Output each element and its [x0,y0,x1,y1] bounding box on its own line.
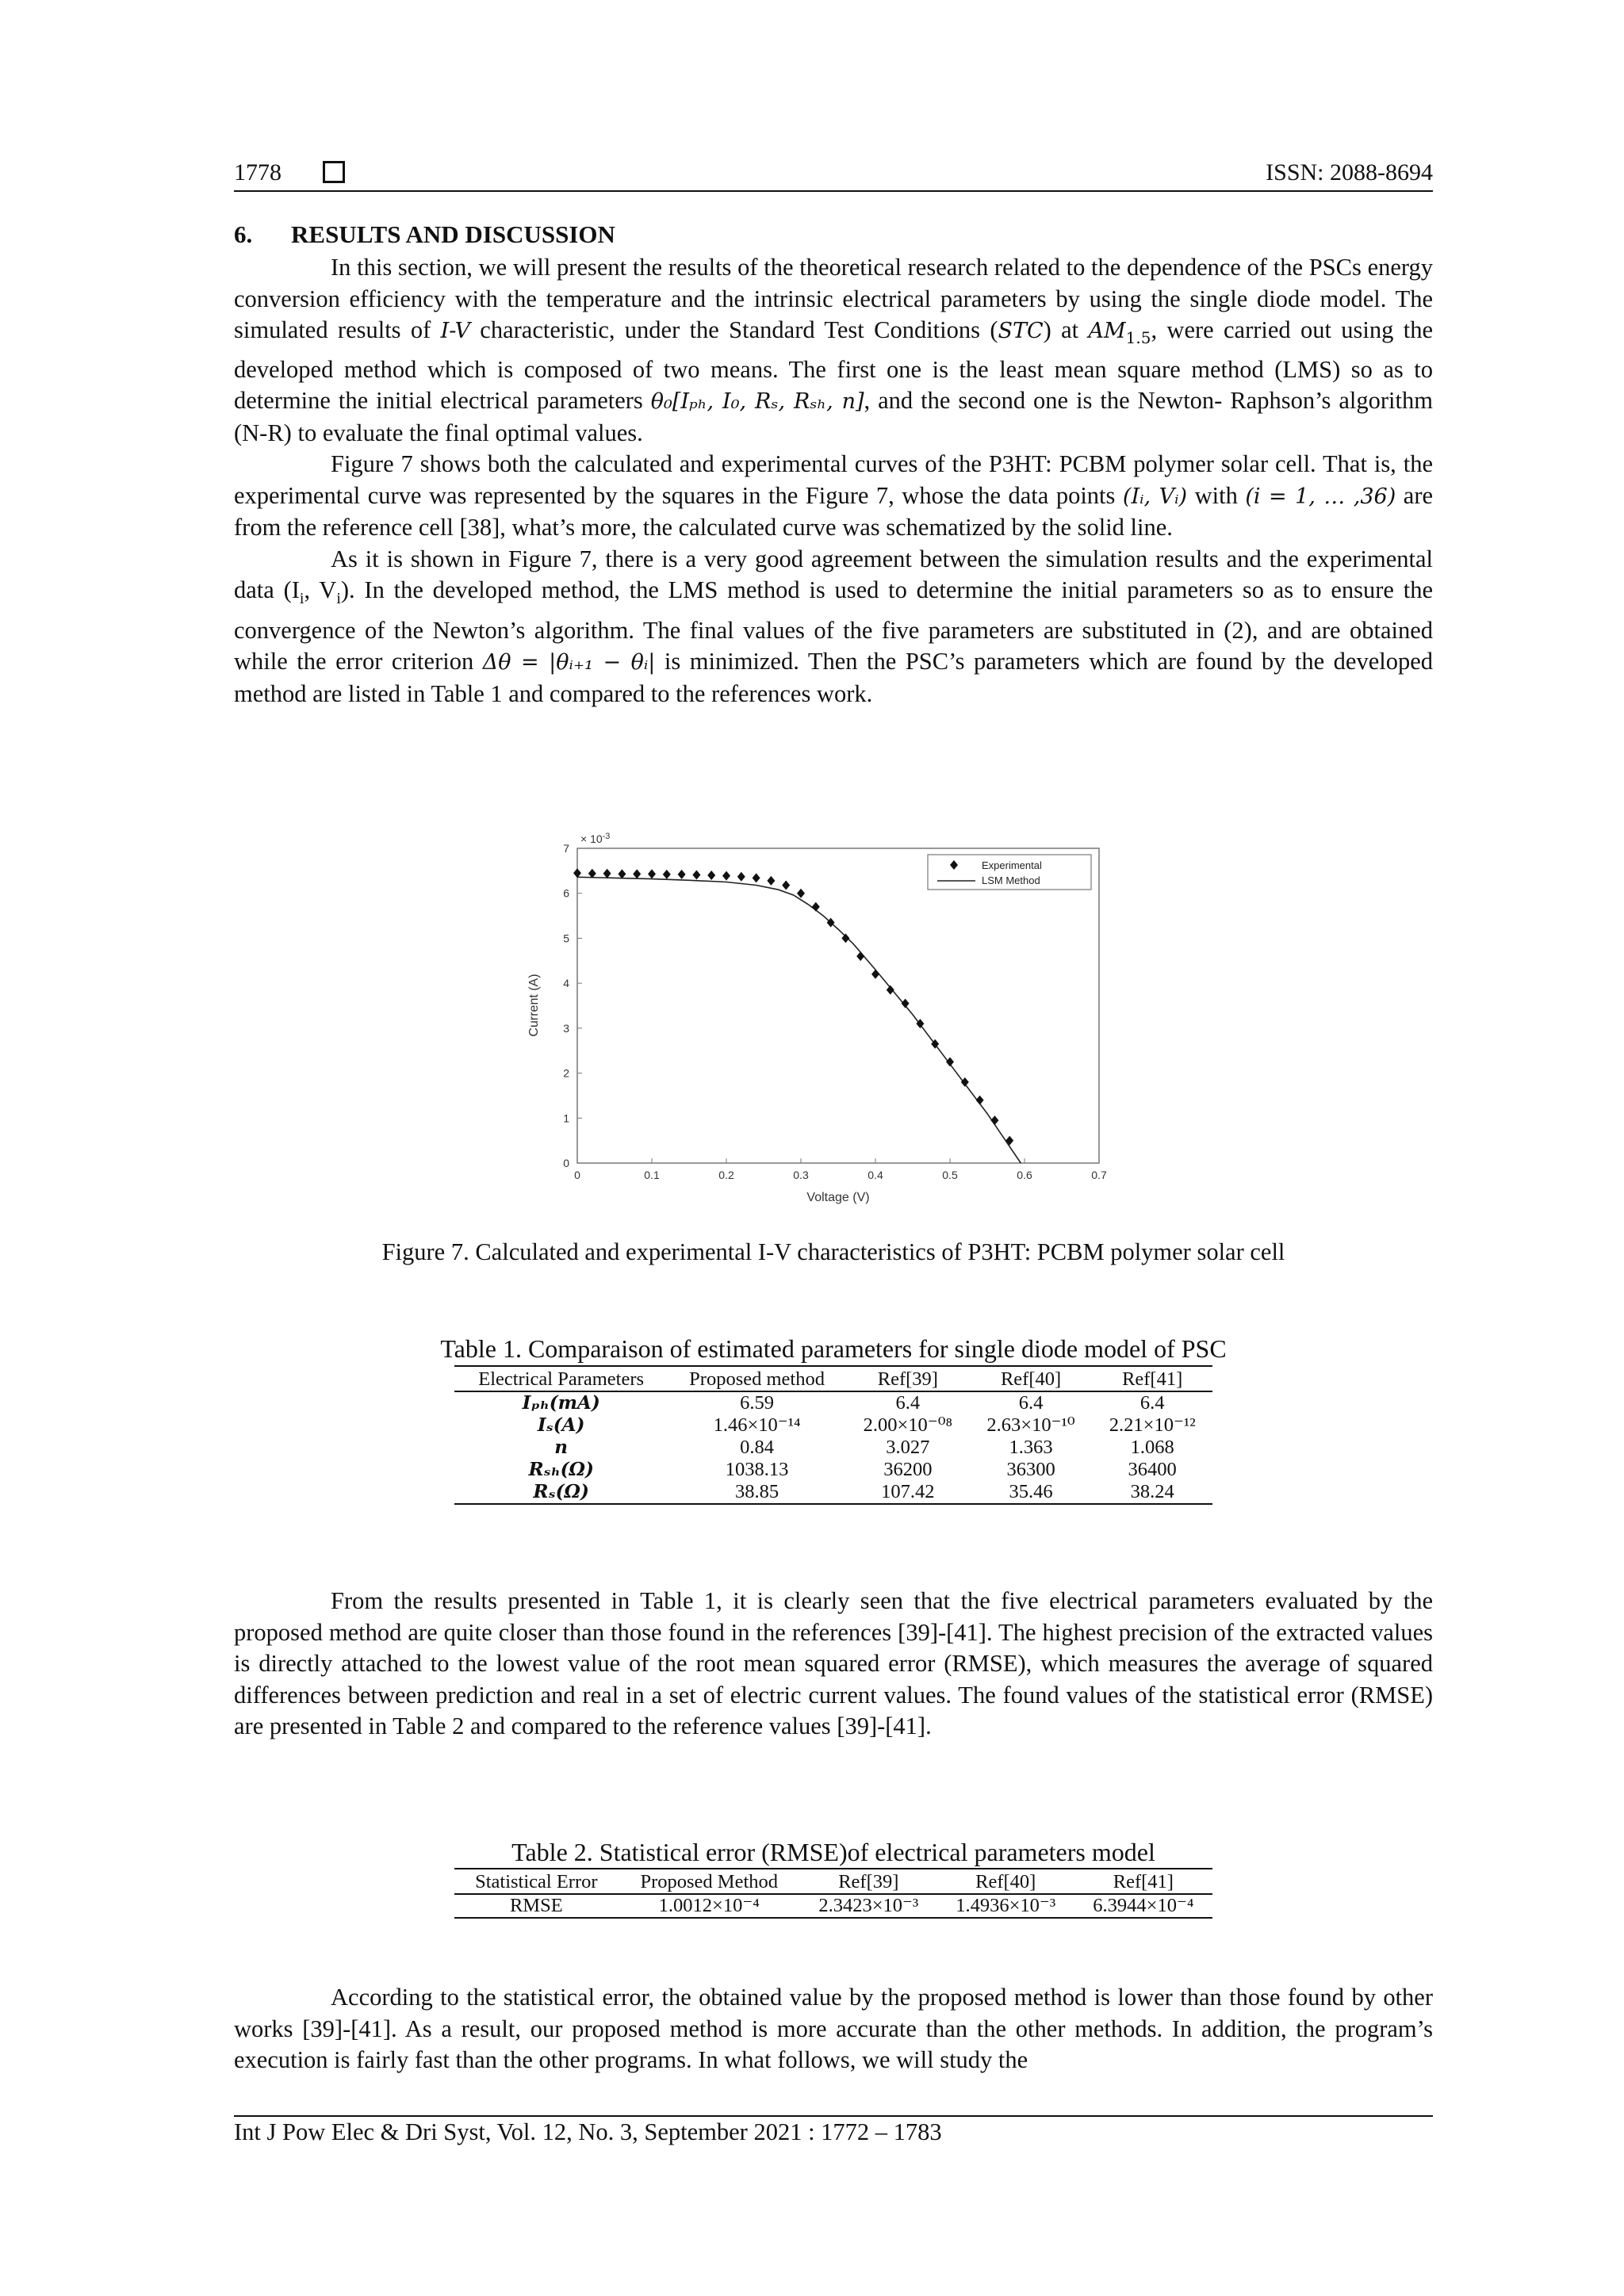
figure-caption: Figure 7. Calculated and experimental I-V characteristics of P3HT: PCBM polymer solar cell [381,1238,1285,1265]
table-cell: 38.24 [1092,1481,1212,1504]
table-cell: 6.3944×10⁻⁴ [1074,1894,1212,1918]
row-label: n [554,1437,569,1458]
table-header-cell: Ref[39] [846,1366,970,1391]
legend-experimental: Experimental [982,859,1042,871]
table-cell: 3.027 [886,1437,930,1458]
p3-text-d: is minimized. Then the PSC’s parameters which are found by the developed method are listed in Table 1 and compared to the references work. [234,648,1433,707]
table-row [454,1437,1212,1459]
p1-am: AM [1088,319,1126,343]
table-row [454,1481,1212,1504]
table-cell: 2.21×10⁻¹² [1109,1414,1196,1436]
body-text-top [234,252,1433,710]
p1-text-a: In this section, we will present the results of the theoretical research related to the dependence of the PSCs energy conversion efficiency with the temperature and the intrinsic electrical parameters by using the single diode model. The simulated results of [234,254,1433,343]
x-tick-label: 0.4 [868,1169,883,1181]
y-tick-label: 1 [563,1112,569,1125]
p3-text-a: As it is shown in Figure 7, there is a very good agreement between the simulation results and the experimental data (I [234,545,1433,604]
issn: ISSN: 2088-8694 [1266,159,1433,186]
table-header-cell: Proposed method [668,1366,846,1391]
x-tick-label: 0.2 [718,1169,734,1181]
table-header-cell: Ref[39] [800,1869,937,1894]
table-cell: 6.4 [895,1392,921,1414]
paragraph-4: From the results presented in Table 1, it is clearly seen that the five electrical parameters evaluated by the proposed method are quite closer than those found in the references [39]-[41]. The highest precision of the extracted values is directly attached to the lowest value of the root mean squared error (RMSE), which measures the average of squared differences between prediction and real in a set of electric current values. The found values of the statistical error (RMSE) are presented in Table 2 and compared to the reference values [39]-[41]. [234,1587,1433,1739]
table-header-cell: Proposed Method [619,1869,800,1894]
header-rule [234,190,1433,192]
table-cell: 1.46×10⁻¹⁴ [713,1414,801,1436]
paragraph-2 [234,449,1433,544]
y-tick-label: 5 [563,932,569,945]
table-cell: 38.85 [668,1481,846,1504]
table-row [454,1414,1212,1437]
table-cell: 1.363 [1009,1437,1053,1458]
table-cell: 1.0012×10⁻⁴ [619,1894,800,1918]
row-label: Rₛ(Ω) [454,1481,668,1504]
table-cell: 36200 [883,1459,933,1480]
table-cell: 36400 [1128,1459,1177,1480]
p1-stc: STC [998,319,1044,343]
table-cell: 6.4 [1139,1392,1165,1414]
figure-7-chart [523,828,1126,1217]
x-tick-label: 0.5 [942,1169,958,1181]
table-cell: 1.068 [1130,1437,1174,1458]
table-cell: 35.46 [970,1481,1093,1504]
table-cell: 0.84 [740,1437,775,1458]
y-multiplier: × $10^{-3}$ [580,832,611,845]
p1-theta: θ₀[Iₚₕ, I₀, Rₛ, Rₛₕ, n] [650,389,864,415]
table1-caption: Table 1. Comparaison of estimated parameters for single diode model of PSC [440,1334,1227,1363]
p2-range: (i = 1, … ,36) [1245,484,1396,509]
p2-text-c: are from the reference cell [38], what’s more, the calculated curve was schematized by the solid line. [234,481,1434,541]
page-footer: Int J Pow Elec & Dri Syst, Vol. 12, No. 3, September 2021 : 1772 – 1783 [234,2118,942,2145]
y-tick-label: 3 [563,1021,569,1035]
table2-caption: Table 2. Statistical error (RMSE)of electrical parameters model [511,1838,1155,1866]
p1-iv: I-V [440,319,470,343]
x-tick-label: 0.7 [1091,1169,1107,1181]
y-tick-label: 7 [563,842,569,855]
table1 [454,1365,1212,1505]
p1-text-b: characteristic, under the Standard Test Conditions ( [469,316,998,343]
section-title: RESULTS AND DISCUSSION [291,220,615,248]
table-header-row [454,1869,1212,1894]
p3-sub-i2: i [336,590,341,608]
paragraph-3 [234,544,1433,710]
table-cell: 2.63×10⁻¹⁰ [986,1414,1075,1436]
p1-text-d: , were carried out using the developed method which is composed of two means. The first one is the least mean square method (LMS) so as to determine the initial electrical parameters [234,316,1433,415]
page-number: 1778 [234,159,282,186]
table-cell: 36300 [1006,1459,1055,1480]
body-text-bottom [234,1982,1433,2076]
table-cell: 2.00×10⁻⁰⁸ [863,1414,953,1436]
x-tick-label: 0.3 [793,1169,809,1181]
table2 [454,1868,1212,1919]
table-cell: 6.4 [1018,1392,1044,1414]
legend-lsm: LSM Method [982,874,1040,886]
section-heading [234,220,615,249]
y-tick-label: 6 [563,886,569,900]
p1-text-e: , and the second one is the Newton- Raphson’s algorithm (N-R) to evaluate the final optimal values. [234,387,1433,446]
p3-delta: Δθ = |θᵢ₊₁ − θᵢ| [482,650,656,675]
section-number: 6. [234,220,253,248]
row-label: RMSE [454,1894,619,1918]
p3-text-b: , V [304,576,337,604]
table-row [454,1391,1212,1414]
y-tick-label: 4 [563,977,569,990]
body-text-middle [234,1586,1433,1743]
table-header-cell: Ref[41] [1092,1366,1212,1391]
y-axis-label: Current (A) [527,974,541,1037]
y-tick-label: 0 [563,1157,569,1169]
plot-frame [577,848,1099,1163]
table-header-row [454,1366,1212,1391]
table-header-cell: Ref[40] [937,1869,1074,1894]
paragraph-1 [234,252,1433,449]
footer-rule [234,2115,1433,2117]
p2-points: (Iᵢ, Vᵢ) [1122,484,1188,509]
table-cell: 1038.13 [725,1459,789,1480]
x-tick-label: 0 [574,1169,580,1181]
table-header-cell: Ref[41] [1074,1869,1212,1894]
table-cell: 2.3423×10⁻³ [800,1894,937,1918]
row-label: Rₛₕ(Ω) [528,1459,594,1480]
table-header-cell: Electrical Parameters [454,1366,668,1391]
row-label: Iₛ(A) [537,1414,585,1436]
square-icon [323,161,345,183]
x-tick-label: 0.6 [1017,1169,1032,1181]
row-label: Iₚₕ(mA) [522,1392,600,1414]
paragraph-5: According to the statistical error, the obtained value by the proposed method is lower than those found by other works [39]-[41]. As a result, our proposed method is more accurate than the other methods. In addition, the program’s execution is fairly fast than the other programs. In what follows, we will study the [234,1984,1433,2073]
y-tick-label: 2 [563,1066,569,1080]
table-cell: 107.42 [846,1481,970,1504]
x-tick-label: 0.1 [644,1169,660,1181]
table-row [454,1894,1212,1918]
p3-sub-i: i [299,590,304,608]
table-cell: 1.4936×10⁻³ [937,1894,1074,1918]
table-cell: 6.59 [740,1392,775,1414]
x-axis-label: Voltage (V) [806,1191,870,1204]
page-header [234,153,1433,191]
p3-text-c: ). In the developed method, the LMS method is used to determine the initial parameters so as to ensure the convergence of the Newton’s algorithm. The final values of the five parameters are substituted in (2), and are obtained while the error criterion [234,576,1433,675]
table-row [454,1459,1212,1481]
p2-text-b: with [1187,481,1246,509]
p1-text-c: ) at [1043,316,1089,343]
legend [928,855,1091,890]
p2-text-a: Figure 7 shows both the calculated and experimental curves of the P3HT: PCBM polymer solar cell. That is, the experimental curve was represented by the squares in the Figure 7, whose the data points [234,450,1433,509]
p1-am-sub: 1.5 [1125,328,1151,348]
table-header-cell: Ref[40] [970,1366,1093,1391]
table-header-cell: Statistical Error [454,1869,619,1894]
